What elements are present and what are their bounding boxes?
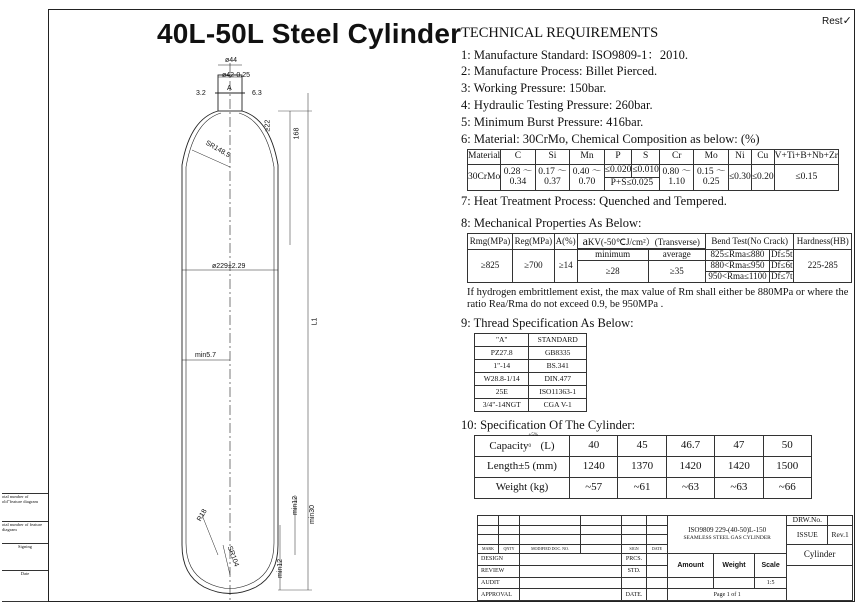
left-field-old-diagram bbox=[2, 493, 48, 521]
spec-capacity-unit: (L) bbox=[540, 440, 555, 453]
chem-ps: P+S≤0.025 bbox=[604, 178, 659, 191]
thread-cell: GB8335 bbox=[529, 347, 587, 360]
tb-audit: AUDIT bbox=[478, 577, 520, 589]
left-field-old-diagram-label: otal number of old"feature diagram bbox=[2, 494, 38, 504]
chem-mn: 0.40 ～0.70 bbox=[570, 165, 605, 191]
mech-header-rm: Rmg(MPa) bbox=[468, 234, 513, 250]
tb-name: SEAMLESS STEEL GAS CYLINDER bbox=[683, 535, 771, 542]
thread-cell: PZ27.8 bbox=[475, 347, 529, 360]
dim-d42: ø42-0.25 bbox=[222, 72, 251, 79]
chem-si: 0.17 ～0.37 bbox=[535, 165, 570, 191]
thread-cell: W28.8-1/14 bbox=[475, 373, 529, 386]
tb-prcs: PRCS. bbox=[622, 554, 647, 566]
mech-bend-2: 880<Rma≤950 bbox=[705, 261, 769, 272]
dim-ang1: 3.2 bbox=[196, 90, 206, 97]
chem-header-mn: Mn bbox=[570, 150, 605, 165]
mech-header-reg: Reg(MPa) bbox=[513, 234, 555, 250]
page-title: 40L-50L Steel Cylinder bbox=[157, 18, 462, 49]
tb-sign: SIGN bbox=[622, 544, 647, 554]
chem-header-sum: V+Ti+B+Nb+Zr bbox=[774, 150, 838, 165]
spec-capacity-sub: 0 bbox=[528, 444, 532, 450]
dim-r22: ≥22 bbox=[264, 119, 272, 132]
tb-modified: MODIFIED DOC. NO. bbox=[520, 544, 581, 554]
req-5: 5: Minimum Burst Pressure: 416bar. bbox=[461, 115, 644, 129]
dim-ang2: 6.3 bbox=[252, 90, 262, 97]
chem-cr: 0.80 ～1.10 bbox=[659, 165, 694, 191]
rest-badge bbox=[822, 14, 852, 27]
tb-review: REVIEW bbox=[478, 565, 520, 577]
left-field-date bbox=[2, 570, 48, 602]
chem-header-s: S bbox=[632, 150, 660, 165]
spec-weight-cell: ~57 bbox=[570, 478, 618, 499]
chem-material: 30CrMo bbox=[468, 165, 501, 191]
mech-hardness: 225-285 bbox=[794, 250, 852, 283]
spec-capacity-text: Capacity bbox=[489, 440, 529, 453]
chem-header-cr: Cr bbox=[659, 150, 694, 165]
thread-table bbox=[474, 333, 587, 412]
spec-capacity-sup: +5% bbox=[528, 433, 539, 439]
title-block bbox=[477, 515, 853, 601]
tb-qnty: QNTY bbox=[499, 544, 520, 554]
spec-weight-cell: ~63 bbox=[666, 478, 714, 499]
tb-drw-no: DRW.No. bbox=[787, 516, 828, 526]
tb-weight: Weight bbox=[714, 554, 755, 577]
mechanical-properties-table bbox=[467, 233, 852, 283]
tb-amount: Amount bbox=[668, 554, 714, 577]
tb-page: Page 1 of 1 bbox=[668, 589, 787, 601]
dim-sr: SR148.5 bbox=[204, 139, 232, 160]
thread-cell: ISO11363-1 bbox=[529, 386, 587, 399]
tb-date-label: DATE. bbox=[622, 589, 647, 601]
mech-bend-3: 950<Rma≤1100 bbox=[705, 272, 769, 283]
mech-df-2: Df≤6t bbox=[771, 260, 793, 271]
dim-min30: min30 bbox=[309, 504, 317, 525]
left-field-signing bbox=[2, 543, 48, 570]
thread-header-a: "A" bbox=[475, 334, 529, 347]
mech-bend-1: 825≤Rma≤880 bbox=[705, 250, 769, 261]
chem-header-p: P bbox=[604, 150, 632, 165]
req-7: 7: Heat Treatment Process: Quenched and Tempered. bbox=[461, 194, 727, 208]
mech-header-bend: Bend Test(No Crack) bbox=[705, 234, 794, 250]
req-4: 4: Hydraulic Testing Pressure: 260bar. bbox=[461, 98, 653, 112]
thread-cell: 3/4"-14NGT bbox=[475, 399, 529, 412]
spec-capacity-cell: 45 bbox=[618, 436, 666, 457]
tb-rev: Rev.1 bbox=[828, 525, 853, 544]
dim-sr104: SR104 bbox=[225, 545, 240, 568]
mech-header-akv-label: KV(-50℃J/cm²）(Transverse) bbox=[587, 236, 700, 247]
mech-df-1: Df≤5t bbox=[771, 249, 793, 260]
thread-cell: DIN.477 bbox=[529, 373, 587, 386]
chem-header-material: Material bbox=[468, 150, 501, 165]
dim-min12-bottom: min12 bbox=[277, 558, 285, 579]
requirements-heading: TECHNICAL REQUIREMENTS bbox=[461, 25, 659, 41]
left-field-diagram bbox=[2, 521, 48, 543]
tb-design: DESIGN bbox=[478, 554, 520, 566]
tb-issue: ISSUE bbox=[787, 525, 828, 544]
dim-168: 168 bbox=[293, 127, 301, 140]
spec-weight-cell: ~61 bbox=[618, 478, 666, 499]
thread-header-standard: STANDARD bbox=[529, 334, 587, 347]
dim-d229: ø229±2.29 bbox=[212, 263, 246, 270]
mech-note-line2: ratio Rea/Rma do not exceed 0.9, be 950MPa . bbox=[467, 299, 664, 310]
spec-length-cell: 1240 bbox=[570, 457, 618, 478]
tb-standard: ISO9809 229-(40-50)L-150 bbox=[688, 526, 767, 535]
dim-min57: min5.7 bbox=[195, 352, 217, 359]
req-8: 8: Mechanical Properties As Below: bbox=[461, 216, 642, 230]
req-3: 3: Working Pressure: 150bar. bbox=[461, 81, 607, 95]
thread-cell: BS.341 bbox=[529, 360, 587, 373]
chem-sum: ≤0.15 bbox=[774, 165, 838, 191]
req-10: 10: Specification Of The Cylinder: bbox=[461, 418, 636, 432]
chem-header-cu: Cu bbox=[751, 150, 774, 165]
spec-weight-cell: ~63 bbox=[715, 478, 763, 499]
chem-header-mo: Mo bbox=[694, 150, 729, 165]
chem-header-ni: Ni bbox=[728, 150, 751, 165]
left-field-date-label: Date bbox=[20, 571, 30, 576]
mech-header-a: A(%) bbox=[554, 234, 577, 250]
tb-scale: Scale bbox=[754, 554, 786, 577]
mech-average-label: average bbox=[648, 250, 705, 261]
spec-length-cell: 1420 bbox=[666, 457, 714, 478]
dim-d44: ø44 bbox=[225, 57, 238, 64]
mech-a: ≥14 bbox=[554, 250, 577, 283]
spec-length-label: Length±5 (mm) bbox=[475, 457, 570, 478]
tb-cylinder: Cylinder bbox=[787, 544, 853, 565]
mech-df-3: Df≤7t bbox=[771, 271, 793, 282]
mech-header-akv bbox=[577, 234, 705, 249]
dim-a: A bbox=[227, 85, 232, 92]
thread-cell: 1"-14 bbox=[475, 360, 529, 373]
mech-rm: ≥825 bbox=[468, 250, 513, 283]
chem-s: ≤0.010 bbox=[632, 165, 660, 178]
tb-approval: APPROVAL bbox=[478, 589, 520, 601]
req-1: 1: Manufacture Standard: ISO9809-1：2010. bbox=[461, 48, 689, 62]
spec-capacity-label bbox=[475, 433, 570, 457]
spec-capacity-cell: 47 bbox=[715, 436, 763, 457]
chemical-composition-table bbox=[467, 149, 839, 191]
req-6: 6: Material: 30CrMo, Chemical Composition as below: (%) bbox=[461, 132, 760, 146]
mech-minimum-label: minimum bbox=[577, 250, 648, 261]
dim-min12-top: min12 bbox=[292, 495, 300, 516]
mech-avg: ≥35 bbox=[648, 261, 705, 283]
spec-length-cell: 1370 bbox=[618, 457, 666, 478]
tb-std: STD. bbox=[622, 565, 647, 577]
chem-header-c: C bbox=[501, 150, 536, 165]
spec-capacity-cell: 46.7 bbox=[666, 436, 714, 457]
chem-cu: ≤0.20 bbox=[751, 165, 774, 191]
thread-cell: CGA V-1 bbox=[529, 399, 587, 412]
spec-length-cell: 1500 bbox=[763, 457, 811, 478]
spec-capacity-cell: 40 bbox=[570, 436, 618, 457]
check-icon: ✓ bbox=[842, 15, 852, 27]
thread-cell: 25E bbox=[475, 386, 529, 399]
req-2: 2: Manufacture Process: Billet Pierced. bbox=[461, 64, 658, 78]
req-9: 9: Thread Specification As Below: bbox=[461, 316, 634, 330]
chem-p: ≤0.020 bbox=[604, 165, 632, 178]
tb-date: DATE bbox=[647, 544, 668, 554]
chem-header-si: Si bbox=[535, 150, 570, 165]
mech-header-hardness: Hardness(HB) bbox=[794, 234, 852, 250]
spec-capacity-cell: 50 bbox=[763, 436, 811, 457]
spec-weight-cell: ~66 bbox=[763, 478, 811, 499]
rest-label: Rest bbox=[822, 16, 843, 27]
spec-weight-label: Weight (kg) bbox=[475, 478, 570, 499]
dim-l1: L1 bbox=[311, 317, 319, 326]
left-field-diagram-label: otal number of feature diagram bbox=[2, 522, 43, 532]
chem-c: 0.28 ～0.34 bbox=[501, 165, 536, 191]
left-field-signing-label: Signing bbox=[17, 544, 32, 549]
mech-note-line1: If hydrogen embrittlement exist, the max value of Rm shall either be 880MPa or where the bbox=[467, 287, 849, 298]
dim-r18: R18 bbox=[196, 508, 209, 523]
mech-min: ≥28 bbox=[577, 261, 648, 283]
mech-reg: ≥700 bbox=[513, 250, 555, 283]
chem-ni: ≤0.30 bbox=[728, 165, 751, 191]
tb-scale-value: 1:5 bbox=[754, 577, 786, 589]
tb-mark: MARK bbox=[478, 544, 499, 554]
spec-length-cell: 1420 bbox=[715, 457, 763, 478]
cylinder-spec-table bbox=[474, 435, 812, 499]
mech-header-akv-a: a bbox=[582, 233, 588, 248]
chem-mo: 0.15 ～0.25 bbox=[694, 165, 729, 191]
